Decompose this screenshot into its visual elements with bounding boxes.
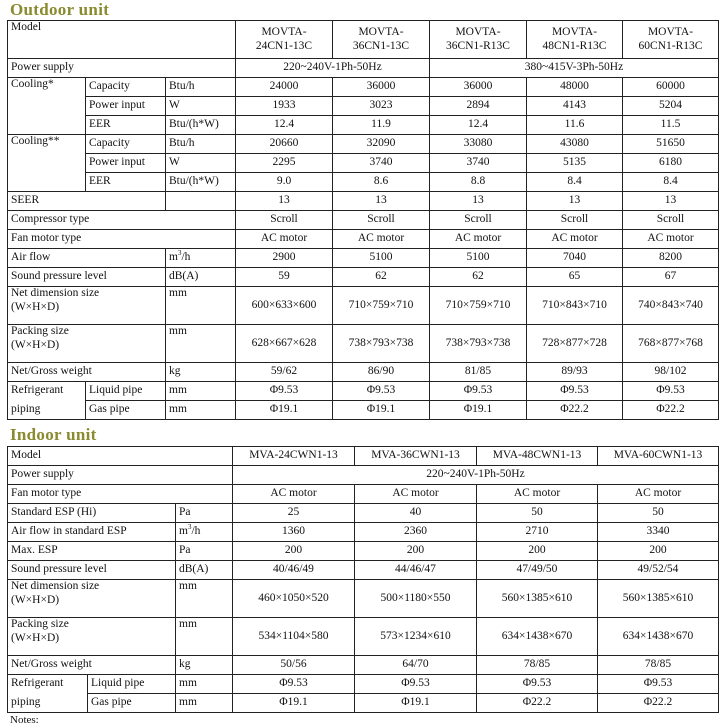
cell-value: Φ22.2: [527, 401, 623, 420]
unit: mm: [166, 401, 236, 420]
cell-value: 634×1438×670: [598, 618, 719, 656]
cell-value: 8.6: [333, 173, 430, 192]
unit: mm: [176, 580, 233, 618]
cell-value: Scroll: [623, 211, 719, 230]
unit: Pa: [176, 542, 233, 561]
model-name: MOVTA- 24CN1-13C: [236, 21, 333, 59]
cell-value: Φ9.53: [598, 675, 719, 694]
power-supply-label: Power supply: [8, 466, 233, 485]
cell-value: 7040: [527, 249, 623, 268]
model-name: MOVTA- 36CN1-13C: [333, 21, 430, 59]
unit: mm: [176, 675, 233, 694]
cell-value: 634×1438×670: [477, 618, 598, 656]
row-label: EER: [86, 173, 166, 192]
cell-value: 81/85: [430, 363, 527, 382]
unit-sup: 3: [177, 249, 182, 258]
cell-value: AC motor: [333, 230, 430, 249]
cell-value: Φ9.53: [527, 382, 623, 401]
cell-value: 32090: [333, 135, 430, 154]
cell-value: 2360: [355, 523, 477, 542]
row-label: Capacity: [86, 135, 166, 154]
cell-value: AC motor: [236, 230, 333, 249]
row-label: Power input: [86, 154, 166, 173]
unit: W: [166, 97, 236, 116]
cell-value: 5100: [430, 249, 527, 268]
cell-value: AC motor: [598, 485, 719, 504]
cell-value: 36000: [333, 78, 430, 97]
cell-value: 67: [623, 268, 719, 287]
cell-value: 62: [333, 268, 430, 287]
unit-base: m: [169, 251, 178, 264]
cell-value: 89/93: [527, 363, 623, 382]
cell-value: 98/102: [623, 363, 719, 382]
cell-value: 8.4: [623, 173, 719, 192]
cell-value: 78/85: [598, 656, 719, 675]
cell-value: 500×1180×550: [355, 580, 477, 618]
header-model-label: Model: [8, 447, 233, 466]
outdoor-spec-table: [7, 20, 719, 420]
cell-value: Φ22.2: [477, 694, 598, 713]
unit-tail: /h: [181, 251, 191, 264]
cooling1-label: Cooling*: [8, 78, 86, 135]
cell-value: 13: [623, 192, 719, 211]
cell-value: 64/70: [355, 656, 477, 675]
cell-value: 20660: [236, 135, 333, 154]
row-label: Capacity: [86, 78, 166, 97]
unit: Btu/h: [166, 78, 236, 97]
cell-value: AC motor: [527, 230, 623, 249]
sound-label: Sound pressure level: [8, 268, 166, 287]
cell-value: 59/62: [236, 363, 333, 382]
cell-value: 13: [236, 192, 333, 211]
unit: W: [166, 154, 236, 173]
cell-value: Φ9.53: [623, 382, 719, 401]
cell-value: Φ9.53: [236, 382, 333, 401]
unit: Btu/h: [166, 135, 236, 154]
cell-value: 200: [477, 542, 598, 561]
cell-value: 25: [233, 504, 355, 523]
model-name: MOVTA- 60CN1-R13C: [623, 21, 719, 59]
cell-value: 47/49/50: [477, 561, 598, 580]
cell-value: 60000: [623, 78, 719, 97]
cell-value: Φ19.1: [333, 401, 430, 420]
cell-value: 48000: [527, 78, 623, 97]
cell-value: 44/46/47: [355, 561, 477, 580]
cell-value: 11.6: [527, 116, 623, 135]
unit-sup: 3: [187, 523, 192, 532]
unit: kg: [166, 363, 236, 382]
unit: mm: [166, 325, 236, 363]
unit: mm: [176, 618, 233, 656]
compressor-label: Compressor type: [8, 211, 236, 230]
unit: dB(A): [166, 268, 236, 287]
unit: [166, 192, 236, 211]
cell-value: 560×1385×610: [477, 580, 598, 618]
row-label: Liquid pipe: [88, 675, 176, 694]
header-model-label: Model: [8, 21, 236, 59]
cell-value: 768×877×768: [623, 325, 719, 363]
cell-value: 600×633×600: [236, 287, 333, 325]
indoor-spec-table: [7, 446, 719, 713]
cell-value: 12.4: [236, 116, 333, 135]
air-flow-label: Air flow in standard ESP: [8, 523, 176, 542]
cell-value: Φ9.53: [355, 675, 477, 694]
row-label: Gas pipe: [88, 694, 176, 713]
cell-value: Φ19.1: [236, 401, 333, 420]
cell-value: Φ19.1: [355, 694, 477, 713]
cell-value: 13: [333, 192, 430, 211]
cell-value: 13: [527, 192, 623, 211]
cell-value: 5204: [623, 97, 719, 116]
cell-value: 6180: [623, 154, 719, 173]
cell-value: 534×1104×580: [233, 618, 355, 656]
unit-tail: /h: [191, 525, 201, 538]
cell-value: Φ22.2: [598, 694, 719, 713]
weight-label: Net/Gross weight: [8, 363, 166, 382]
cell-value: 11.9: [333, 116, 430, 135]
cell-value: Φ9.53: [430, 382, 527, 401]
cell-value: 12.4: [430, 116, 527, 135]
cell-value: 59: [236, 268, 333, 287]
cell-value: 43080: [527, 135, 623, 154]
model-name: MVA-60CWN1-13: [598, 447, 719, 466]
row-label: Liquid pipe: [86, 382, 166, 401]
cell-value: 24000: [236, 78, 333, 97]
cell-value: 50: [477, 504, 598, 523]
cell-value: 738×793×738: [430, 325, 527, 363]
unit-base: m: [179, 525, 188, 538]
cell-value: 4143: [527, 97, 623, 116]
model-name: MVA-36CWN1-13: [355, 447, 477, 466]
unit: dB(A): [176, 561, 233, 580]
cell-value: 1360: [233, 523, 355, 542]
cell-value: 78/85: [477, 656, 598, 675]
cell-value: 710×759×710: [430, 287, 527, 325]
cell-value: 50/56: [233, 656, 355, 675]
indoor-section-title: Indoor unit: [10, 425, 97, 444]
cell-value: 40: [355, 504, 477, 523]
unit: Btu/(h*W): [166, 173, 236, 192]
cell-value: Φ9.53: [477, 675, 598, 694]
cell-value: 13: [430, 192, 527, 211]
cell-value: 49/52/54: [598, 561, 719, 580]
cell-value: Scroll: [333, 211, 430, 230]
cell-value: Scroll: [430, 211, 527, 230]
row-label: EER: [86, 116, 166, 135]
cell-value: AC motor: [430, 230, 527, 249]
cell-value: 3340: [598, 523, 719, 542]
cell-value: AC motor: [233, 485, 355, 504]
cell-value: 2295: [236, 154, 333, 173]
cell-value: 2894: [430, 97, 527, 116]
power-supply-value: 220~240V-1Ph-50Hz: [236, 59, 430, 78]
fan-motor-label: Fan motor type: [8, 230, 236, 249]
row-label: Power input: [86, 97, 166, 116]
cell-value: 3023: [333, 97, 430, 116]
cell-value: 728×877×728: [527, 325, 623, 363]
cell-value: 738×793×738: [333, 325, 430, 363]
unit: mm: [166, 382, 236, 401]
cell-value: 40/46/49: [233, 561, 355, 580]
power-supply-value: 380~415V-3Ph-50Hz: [430, 59, 719, 78]
cell-value: 8200: [623, 249, 719, 268]
cell-value: 560×1385×610: [598, 580, 719, 618]
cell-value: 2710: [477, 523, 598, 542]
esp-label: Standard ESP (Hi): [8, 504, 176, 523]
cell-value: Φ9.53: [233, 675, 355, 694]
cell-value: 710×843×710: [527, 287, 623, 325]
outdoor-section-title: Outdoor unit: [10, 0, 110, 19]
cell-value: 710×759×710: [333, 287, 430, 325]
notes-label: Notes:: [10, 714, 39, 726]
cell-value: Φ22.2: [623, 401, 719, 420]
cell-value: 460×1050×520: [233, 580, 355, 618]
cell-value: 51650: [623, 135, 719, 154]
cell-value: 200: [233, 542, 355, 561]
row-label: Gas pipe: [86, 401, 166, 420]
refrigerant-label: Refrigerant: [8, 382, 86, 401]
air-flow-label: Air flow: [8, 249, 166, 268]
cell-value: 3740: [430, 154, 527, 173]
unit: mm: [176, 694, 233, 713]
cell-value: 65: [527, 268, 623, 287]
piping-label: piping: [8, 694, 88, 713]
cell-value: 5100: [333, 249, 430, 268]
packing-size-label: Packing size (W×H×D): [8, 618, 176, 656]
cell-value: 740×843×740: [623, 287, 719, 325]
fan-motor-label: Fan motor type: [8, 485, 233, 504]
model-name: MOVTA- 48CN1-R13C: [527, 21, 623, 59]
cell-value: 200: [598, 542, 719, 561]
cell-value: 8.4: [527, 173, 623, 192]
power-supply-value: 220~240V-1Ph-50Hz: [233, 466, 719, 485]
cell-value: 62: [430, 268, 527, 287]
cell-value: Φ19.1: [430, 401, 527, 420]
cell-value: 3740: [333, 154, 430, 173]
unit: Btu/(h*W): [166, 116, 236, 135]
cell-value: 9.0: [236, 173, 333, 192]
cell-value: Φ19.1: [233, 694, 355, 713]
unit: mm: [166, 287, 236, 325]
cell-value: 50: [598, 504, 719, 523]
model-name: MOVTA- 36CN1-R13C: [430, 21, 527, 59]
packing-size-label: Packing size (W×H×D): [8, 325, 166, 363]
net-dimension-label: Net dimension size (W×H×D): [8, 287, 166, 325]
cell-value: 11.5: [623, 116, 719, 135]
unit: [176, 523, 233, 542]
sound-label: Sound pressure level: [8, 561, 176, 580]
cell-value: Scroll: [236, 211, 333, 230]
refrigerant-label: Refrigerant: [8, 675, 88, 694]
cell-value: 8.8: [430, 173, 527, 192]
unit: kg: [176, 656, 233, 675]
cell-value: 2900: [236, 249, 333, 268]
weight-label: Net/Gross weight: [8, 656, 176, 675]
cell-value: AC motor: [623, 230, 719, 249]
max-esp-label: Max. ESP: [8, 542, 176, 561]
power-supply-label: Power supply: [8, 59, 236, 78]
cell-value: 36000: [430, 78, 527, 97]
cell-value: AC motor: [355, 485, 477, 504]
cell-value: 200: [355, 542, 477, 561]
cell-value: 5135: [527, 154, 623, 173]
cell-value: 86/90: [333, 363, 430, 382]
unit: Pa: [176, 504, 233, 523]
cell-value: AC motor: [477, 485, 598, 504]
cell-value: Φ9.53: [333, 382, 430, 401]
seer-label: SEER: [8, 192, 166, 211]
cell-value: Scroll: [527, 211, 623, 230]
piping-label: piping: [8, 401, 86, 420]
cell-value: 1933: [236, 97, 333, 116]
unit: [166, 249, 236, 268]
cell-value: 628×667×628: [236, 325, 333, 363]
cell-value: 33080: [430, 135, 527, 154]
model-name: MVA-24CWN1-13: [233, 447, 355, 466]
cooling2-label: Cooling**: [8, 135, 86, 192]
cell-value: 573×1234×610: [355, 618, 477, 656]
model-name: MVA-48CWN1-13: [477, 447, 598, 466]
net-dimension-label: Net dimension size (W×H×D): [8, 580, 176, 618]
